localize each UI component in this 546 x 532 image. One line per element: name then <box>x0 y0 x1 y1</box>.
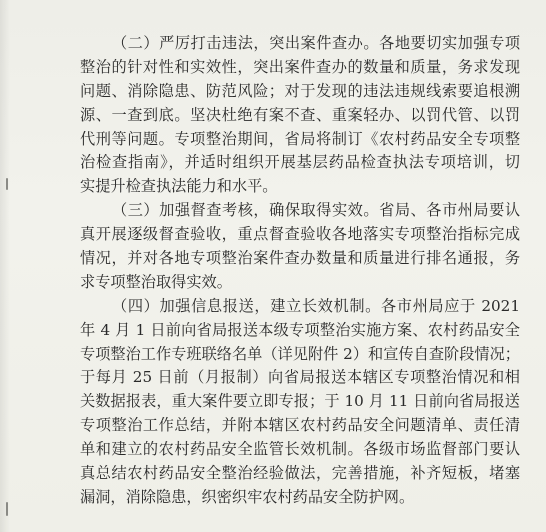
paragraph-line: 源、一查到底。坚决杜绝有案不查、重案轻办、以罚代管、以罚 <box>80 105 520 124</box>
paragraph-line: 求专项整治取得实效。 <box>80 272 232 291</box>
paragraph-line: 专项整治工作专班联络名单（详见附件 2）和宣传自查阶段情况； <box>80 344 520 363</box>
document-body <box>80 32 520 510</box>
paragraph-line: 真总结农村药品安全整治经验做法，完善措施，补齐短板，堵塞 <box>80 464 520 483</box>
paragraph-line: 实提升检查执法能力和水平。 <box>80 177 278 196</box>
page-edge-shadow <box>0 0 10 532</box>
paragraph-line: 整治的针对性和实效性，突出案件查办的数量和质量，务求发现 <box>80 57 520 76</box>
paragraph-line: 问题、消除隐患、防范风险；对于发现的违法违规线索要追根溯 <box>80 81 520 100</box>
paragraph-line: 代刑等问题。专项整治期间，省局将制订《农村药品安全专项整 <box>80 129 520 148</box>
paragraph-line: 年 4 月 1 日前向省局报送本级专项整治实施方案、农村药品安全 <box>80 320 520 339</box>
paragraph-line: 专项整治工作总结，并附本辖区农村药品安全问题清单、责任清 <box>80 416 520 435</box>
paragraph-line: 单和建立的农村药品安全监管长效机制。各级市场监督部门要认 <box>80 440 520 459</box>
paragraph-line: （三）加强督查考核，确保取得实效。省局、各市州局要认 <box>112 201 520 220</box>
paragraph-line: 于每月 25 日前（月报制）向省局报送本辖区专项整治情况和相 <box>80 368 520 387</box>
paragraph-line: 治检查指南》，并适时组织开展基层药品检查执法专项培训，切 <box>80 153 520 172</box>
paragraph-line: 情况，并对各地专项整治案件查办数量和质量进行排名通报，务 <box>80 249 520 268</box>
paragraph-line: 真开展逐级督查验收，重点督查验收各地落实专项整治指标完成 <box>80 225 520 244</box>
paragraph-line: （二）严厉打击违法，突出案件查办。各地要切实加强专项 <box>112 34 520 52</box>
binding-mark <box>6 178 8 190</box>
paragraph-line: 关数据报表，重大案件要立即专报；于 10 月 11 日前向省局报送 <box>80 392 520 411</box>
paragraph-line: （四）加强信息报送，建立长效机制。各市州局应于 2021 <box>112 296 520 315</box>
paragraph-line: 漏洞，消除隐患，织密织牢农村药品安全防护网。 <box>80 487 415 506</box>
binding-mark <box>6 502 8 516</box>
